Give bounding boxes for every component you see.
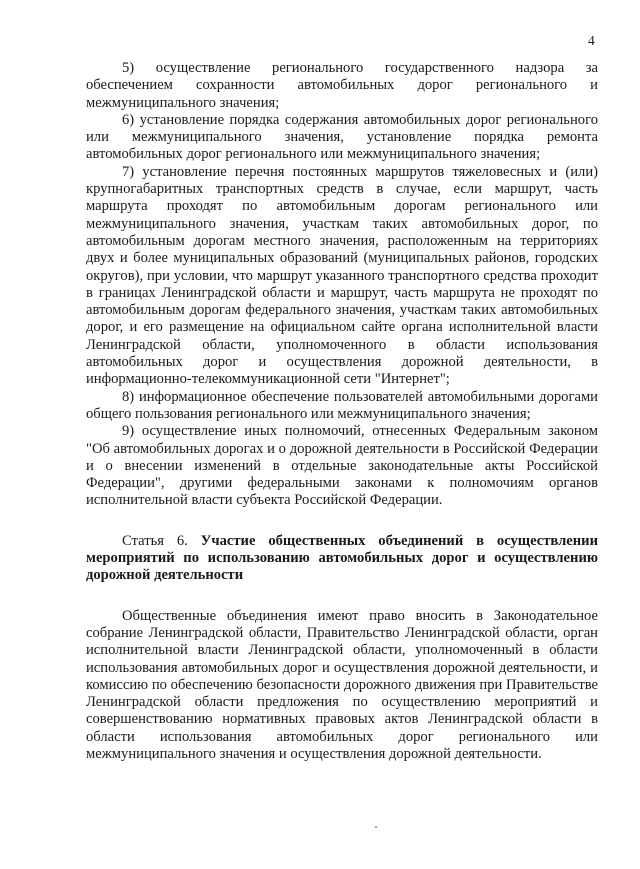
list-item-8: 8) информационное обеспечение пользователей автомобильными дорогами общего пользования регионального или межмуниципального значения;	[86, 388, 598, 422]
page-number: 4	[588, 33, 595, 48]
list-item-7: 7) установление перечня постоянных маршрутов тяжеловесных и (или) крупногабаритных транспортных средств в случае, если маршрут, часть маршрута проходят по автомобильным дорогам регионального или межмуниципального значения, участкам таких автомобильных дорог, по автомобильным дорогам местного значения, расположенным на территориях двух и более муниципальных образований (муниципальных районов, городских округов), при условии, что маршрут указанного транспортного средства проходит в границах Ленинградской области и маршрут, часть маршрута не проходят по автомобильным дорогам федерального значения, участкам таких автомобильных дорог, и его размещение на официальном сайте органа исполнительной власти Ленинградской области, уполномоченного в области использования автомобильных дорог и осуществления дорожной деятельности, в информационно-телекоммуникационной сети "Интернет";	[86, 163, 598, 388]
article-title: Участие общественных объединений в осуществлении мероприятий по использованию автомобильных дорог и осуществлению дорожной деятельности	[86, 532, 598, 584]
list-item-9: 9) осуществление иных полномочий, отнесенных Федеральным законом "Об автомобильных дорогах и о дорожной деятельности в Российской Федерации и о внесении изменений в отдельные законодательные акты Российской Федерации", другими федеральными законами к полномочиям органов исполнительной власти субъекта Российской Федерации.	[86, 423, 598, 509]
scan-speck	[375, 826, 377, 828]
article-heading	[86, 533, 598, 585]
list-item-6: 6) установление порядка содержания автомобильных дорог регионального или межмуниципального значения, установление порядка ремонта автомобильных дорог регионального или межмуниципального значения;	[86, 111, 598, 163]
list-item-5: 5) осуществление регионального государственного надзора за обеспечением сохранности автомобильных дорог регионального и межмуниципального значения;	[86, 60, 598, 111]
article-body-paragraph: Общественные объединения имеют право вносить в Законодательное собрание Ленинградской области, Правительство Ленинградской области, орган исполнительной власти Ленинградской области, уполномоченный в области использования автомобильных дорог и осуществления дорожной деятельности, и комиссию по обеспечению безопасности дорожного движения при Правительстве Ленинградской области предложения по осуществлению мероприятий и совершенствованию нормативных правовых актов Ленинградской области в области использования автомобильных дорог регионального или межмуниципального значения и осуществления дорожной деятельности.	[86, 607, 598, 762]
article-number: Статья 6.	[122, 532, 188, 549]
document-body	[86, 60, 598, 763]
